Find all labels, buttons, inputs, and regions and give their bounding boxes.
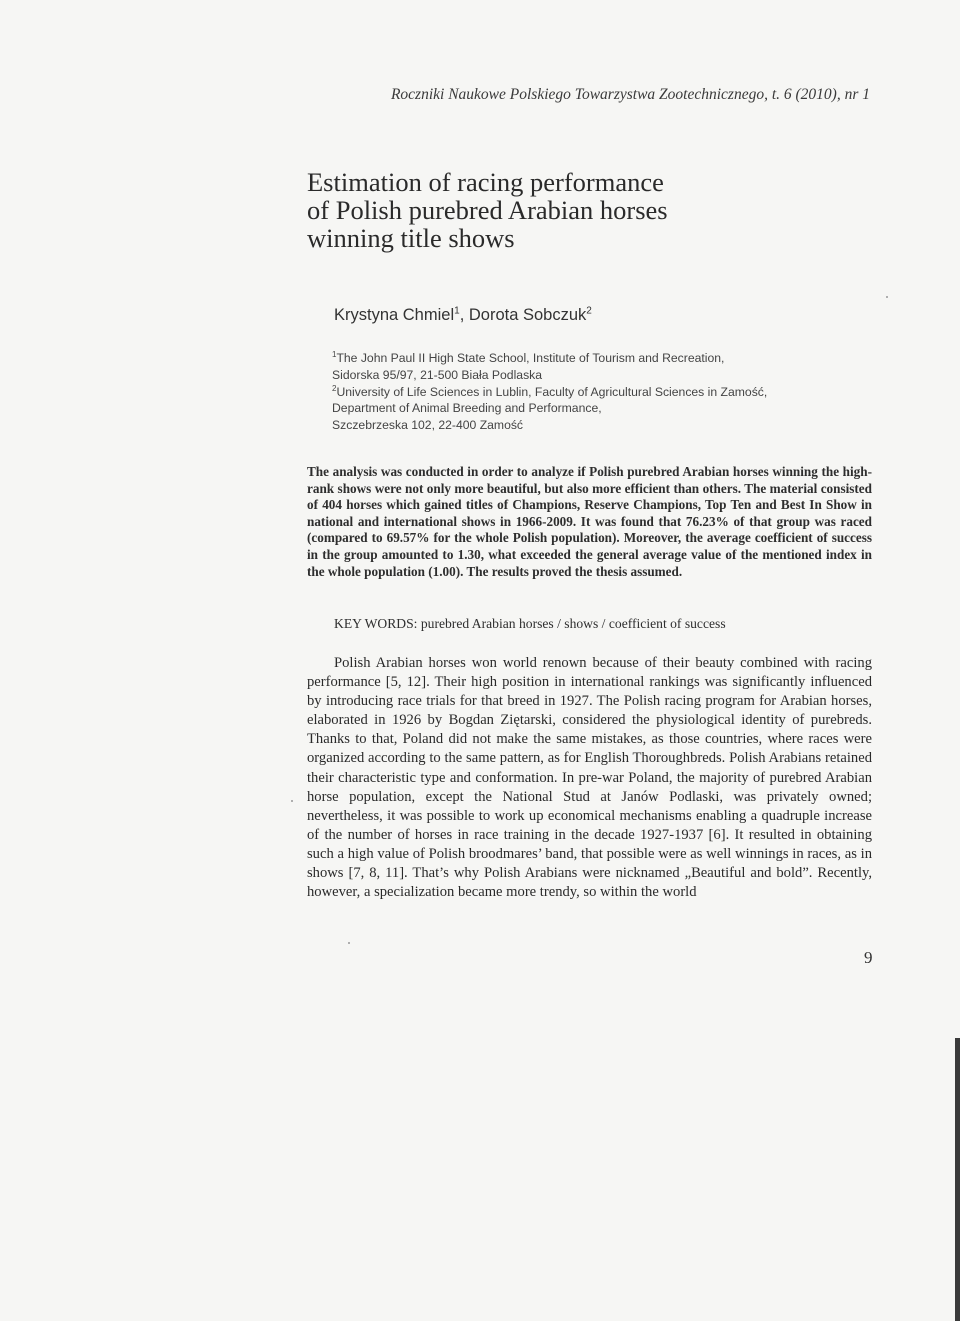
affiliation-1-mark: 1 [332, 349, 337, 359]
abstract: The analysis was conducted in order to analyze if Polish purebred Arabian horses winning the high-rank shows were not only more beautiful, but also more efficient than others. The material consisted of 404 horses which gained titles of Champions, Reserve Champions, Top Ten and Best In Show in national and international shows in 1966-2009. It was found that 76.23% of that group was raced (compared to 69.57% for the whole Polish population). Moreover, the average coefficient of success in the group amounted to 1.30, what exceeded the general average value of the mentioned index in the whole population (1.00). The results proved the thesis assumed. [307, 464, 872, 579]
scan-speck [348, 942, 350, 944]
author-separator: , [459, 306, 469, 324]
body-paragraph: Polish Arabian horses won world renown because of their beauty combined with racing performance [5, 12]. Their high position in international rankings was significantly influenced by introducing race trials for that breed in 1927. The Polish racing program for Arabian horses, elaborated in 1926 by Bogdan Ziętarski, considered the physiological identity of purebreds. Thanks to that, Poland did not make the same mistakes, as those countries, where races were organized according to the same pattern, as for English Thoroughbreds. Polish Arabians retained their characteristic type and conformation. In pre-war Poland, the majority of purebred Arabian horse population, except the National Stud at Janów Podlaski, was privately owned; nevertheless, it was possible to work up economical mechanisms enabling a quadruple increase of the number of horses in race training in the decade 1927-1937 [6]. It resulted in obtaining such a high value of Polish broodmares’ band, that possible were as well winnings in races, as in shows [7, 8, 11]. That’s why Polish Arabians were nicknamed „Beautiful and bold”. Recently, however, a specialization became more trendy, so within the world [307, 655, 872, 901]
page-number: 9 [864, 948, 873, 967]
title-line-3: winning title shows [307, 223, 515, 253]
journal-header: Roczniki Naukowe Polskiego Towarzystwa Zootechnicznego, t. 6 (2010), nr 1 [390, 86, 870, 103]
keywords: KEY WORDS: purebred Arabian horses / shows / coefficient of success [334, 616, 726, 631]
affiliation-line-1 [332, 350, 767, 367]
affiliation-line-5: Szczebrzeska 102, 22-400 Zamość [332, 418, 524, 433]
title-line-1: Estimation of racing performance [307, 167, 664, 197]
scan-speck [886, 296, 888, 298]
author-1-affiliation-mark: 1 [454, 305, 460, 317]
affiliation-line-2: Sidorska 95/97, 21-500 Biała Podlaska [332, 367, 543, 382]
affiliation-1-text: The John Paul II High State School, Institute of Tourism and Recreation, [336, 351, 725, 365]
article-title [307, 168, 668, 252]
title-line-2: of Polish purebred Arabian horses [307, 195, 668, 225]
affiliation-line-4: Department of Animal Breeding and Performance, [332, 401, 602, 416]
author-1: Krystyna Chmiel [334, 306, 455, 324]
scan-speck [291, 800, 293, 802]
affiliation-2-mark: 2 [332, 383, 337, 393]
author-2-affiliation-mark: 2 [586, 305, 592, 317]
affiliations [332, 350, 767, 434]
author-list [334, 306, 592, 325]
scan-edge-shadow [955, 1038, 960, 1321]
author-2: Dorota Sobczuk [468, 306, 587, 324]
affiliation-2-text: University of Life Sciences in Lublin, Faculty of Agricultural Sciences in Zamość, [336, 384, 768, 399]
affiliation-line-3 [332, 384, 767, 401]
